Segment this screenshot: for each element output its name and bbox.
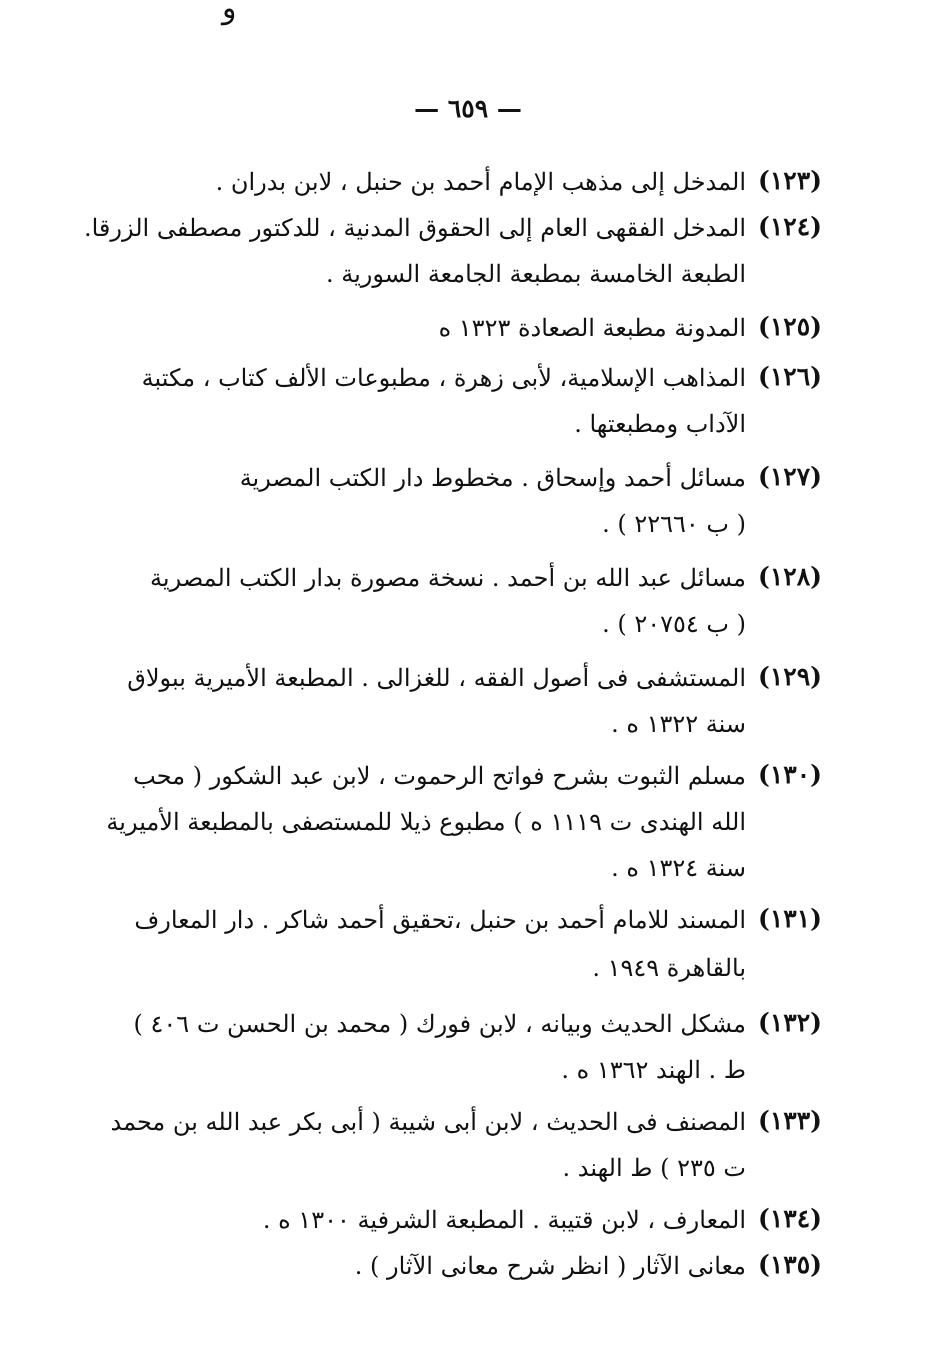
corner-mark: و xyxy=(222,0,237,26)
entry-line: المدخل إلى مذهب الإمام أحمد بن حنبل ، لابن بدران . xyxy=(215,168,746,196)
entry-line: المذاهب الإسلامية، لأبى زهرة ، مطبوعات الألف كتاب ، مكتبة xyxy=(141,364,746,392)
entry-line: ط . الهند ١٣٦٢ ه . xyxy=(561,1056,746,1084)
entry-number: (١٣٣) xyxy=(758,1106,822,1135)
entry-number: (١٢٤) xyxy=(758,212,822,241)
entry-number: (١٢٧) xyxy=(758,462,822,491)
entry-line: معانى الآثار ( انظر شرح معانى الآثار ) . xyxy=(354,1252,746,1280)
entry-number: (١٣٥) xyxy=(758,1250,822,1279)
entry-number: (١٢٥) xyxy=(758,312,822,341)
entry-line: سنة ١٣٢٤ ه . xyxy=(611,854,746,882)
entry-line: الطبعة الخامسة بمطبعة الجامعة السورية . xyxy=(326,260,746,288)
entry-line: المدونة مطبعة الصعادة ١٣٢٣ ه xyxy=(438,314,746,342)
entry-line: بالقاهرة ١٩٤٩ . xyxy=(592,954,746,982)
entry-line: المستشفى فى أصول الفقه ، للغزالى . المطبعة الأميرية ببولاق xyxy=(127,664,746,692)
entry-line: سنة ١٣٢٢ ه . xyxy=(611,710,746,738)
entry-number: (١٢٩) xyxy=(758,662,822,691)
entry-number: (١٣١) xyxy=(758,904,822,933)
entry-line: الآداب ومطبعتها . xyxy=(574,410,746,438)
entry-number: (١٣٤) xyxy=(758,1204,822,1233)
entry-number: (١٣٢) xyxy=(758,1008,822,1037)
entry-number: (١٣٠) xyxy=(758,760,822,789)
entry-number: (١٢٣) xyxy=(758,166,822,195)
entry-line: المعارف ، لابن قتيبة . المطبعة الشرفية ١٣٠٠ ه . xyxy=(262,1206,746,1234)
entry-line: ( ب ٢٠٧٥٤ ) . xyxy=(602,610,746,638)
entry-line: المدخل الفقهى العام إلى الحقوق المدنية ، للدكتور مصطفى الزرقا. xyxy=(83,214,746,242)
entry-line: المصنف فى الحديث ، لابن أبى شيبة ( أبى بكر عبد الله بن محمد xyxy=(110,1108,746,1136)
entry-number: (١٢٨) xyxy=(758,562,822,591)
entry-line: الله الهندى ت ١١١٩ ه ) مطبوع ذيلا للمستصفى بالمطبعة الأميرية xyxy=(106,808,746,836)
entry-line: مسائل عبد الله بن أحمد . نسخة مصورة بدار الكتب المصرية xyxy=(150,564,746,592)
entry-line: ( ب ٢٢٦٦٠ ) . xyxy=(602,510,746,538)
entry-line: مشكل الحديث وبيانه ، لابن فورك ( محمد بن الحسن ت ٤٠٦ ) xyxy=(133,1010,746,1038)
entry-line: مسلم الثبوت بشرح فواتح الرحموت ، لابن عبد الشكور ( محب xyxy=(133,762,746,790)
entry-line: المسند للامام أحمد بن حنبل ،تحقيق أحمد شاكر . دار المعارف xyxy=(134,906,746,934)
entry-number: (١٢٦) xyxy=(758,362,822,391)
entry-line: ت ٢٣٥ ) ط الهند . xyxy=(562,1154,746,1182)
page-number: — ٦٥٩ — xyxy=(414,94,522,123)
entry-line: مسائل أحمد وإسحاق . مخطوط دار الكتب المصرية xyxy=(239,464,746,492)
